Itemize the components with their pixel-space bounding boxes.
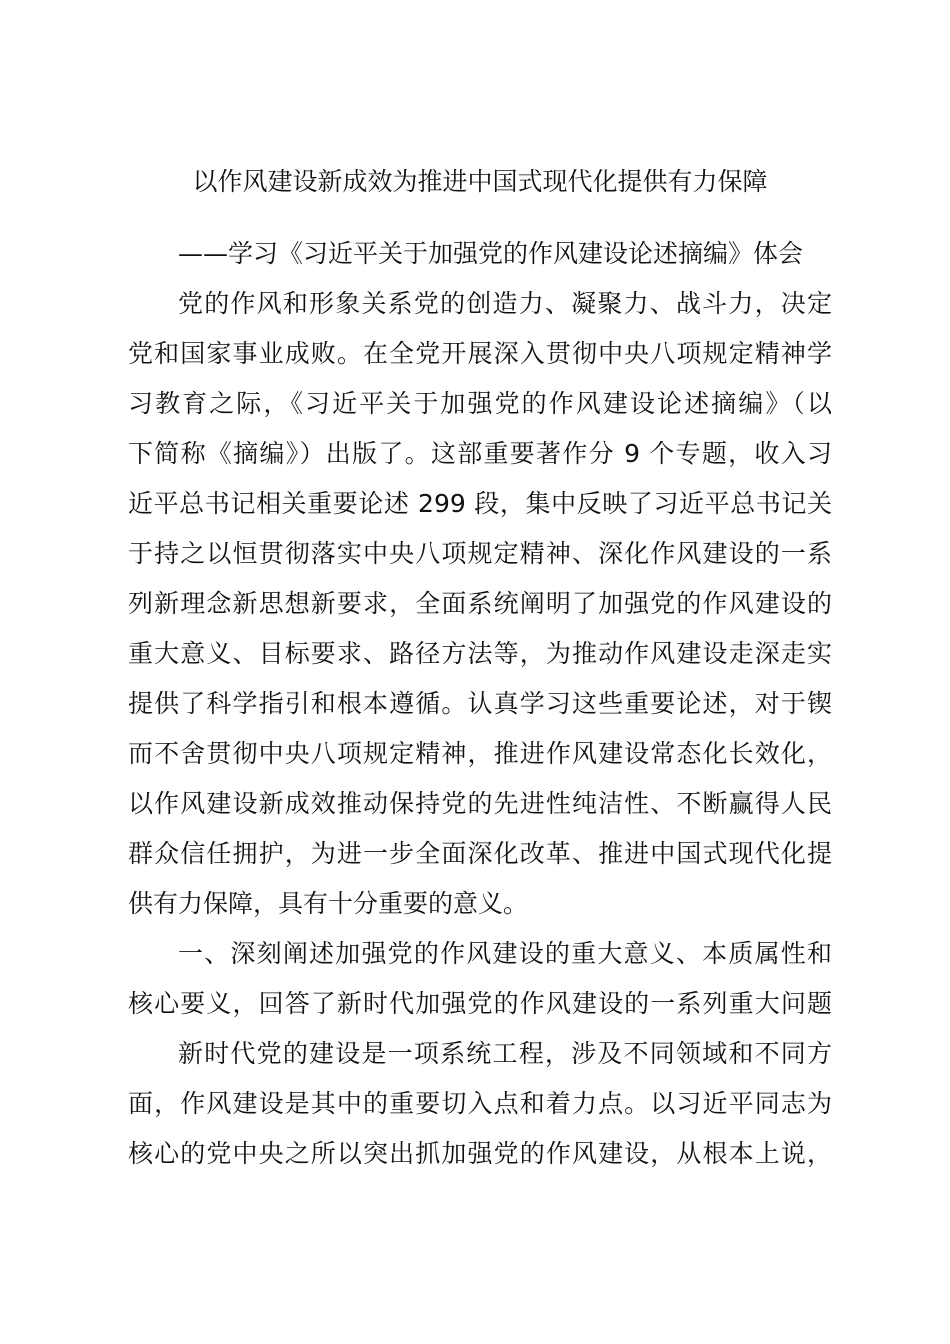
paragraph-line: 而不舍贯彻中央八项规定精神，推进作风建设常态化长效化， bbox=[128, 739, 832, 768]
paragraph-line: 下简称《摘编》）出版了。这部重要著作分 9 个专题，收入习 bbox=[128, 439, 832, 468]
paragraph-line: 核心的党中央之所以突出抓加强党的作风建设，从根本上说， bbox=[128, 1139, 832, 1168]
paragraph-line: 群众信任拥护，为进一步全面深化改革、推进中国式现代化提 bbox=[128, 839, 832, 868]
paragraph-line: 新时代党的建设是一项系统工程，涉及不同领域和不同方 bbox=[178, 1039, 832, 1068]
paragraph-line: 习教育之际，《习近平关于加强党的作风建设论述摘编》（以 bbox=[128, 389, 832, 418]
paragraph-line: 重大意义、目标要求、路径方法等，为推动作风建设走深走实 bbox=[128, 639, 832, 668]
paragraph-line: 列新理念新思想新要求，全面系统阐明了加强党的作风建设的 bbox=[128, 589, 832, 618]
section-heading-line: 一、深刻阐述加强党的作风建设的重大意义、本质属性和 bbox=[178, 939, 832, 968]
paragraph-line: 于持之以恒贯彻落实中央八项规定精神、深化作风建设的一系 bbox=[128, 539, 832, 568]
document-title: 以作风建设新成效为推进中国式现代化提供有力保障 bbox=[192, 167, 768, 196]
paragraph-line: 以作风建设新成效推动保持党的先进性纯洁性、不断赢得人民 bbox=[128, 789, 832, 818]
paragraph-line: 党的作风和形象关系党的创造力、凝聚力、战斗力，决定 bbox=[178, 289, 832, 318]
paragraph-line: 面，作风建设是其中的重要切入点和着力点。以习近平同志为 bbox=[128, 1089, 832, 1118]
paragraph-line: 党和国家事业成败。在全党开展深入贯彻中央八项规定精神学 bbox=[128, 339, 832, 368]
paragraph-line: 提供了科学指引和根本遵循。认真学习这些重要论述，对于锲 bbox=[128, 689, 832, 718]
section-heading-line: 核心要义，回答了新时代加强党的作风建设的一系列重大问题 bbox=[128, 989, 832, 1018]
paragraph-line: 供有力保障，具有十分重要的意义。 bbox=[128, 889, 529, 918]
document-subtitle: ——学习《习近平关于加强党的作风建设论述摘编》体会 bbox=[178, 239, 804, 268]
paragraph-line: 近平总书记相关重要论述 299 段，集中反映了习近平总书记关 bbox=[128, 489, 832, 518]
